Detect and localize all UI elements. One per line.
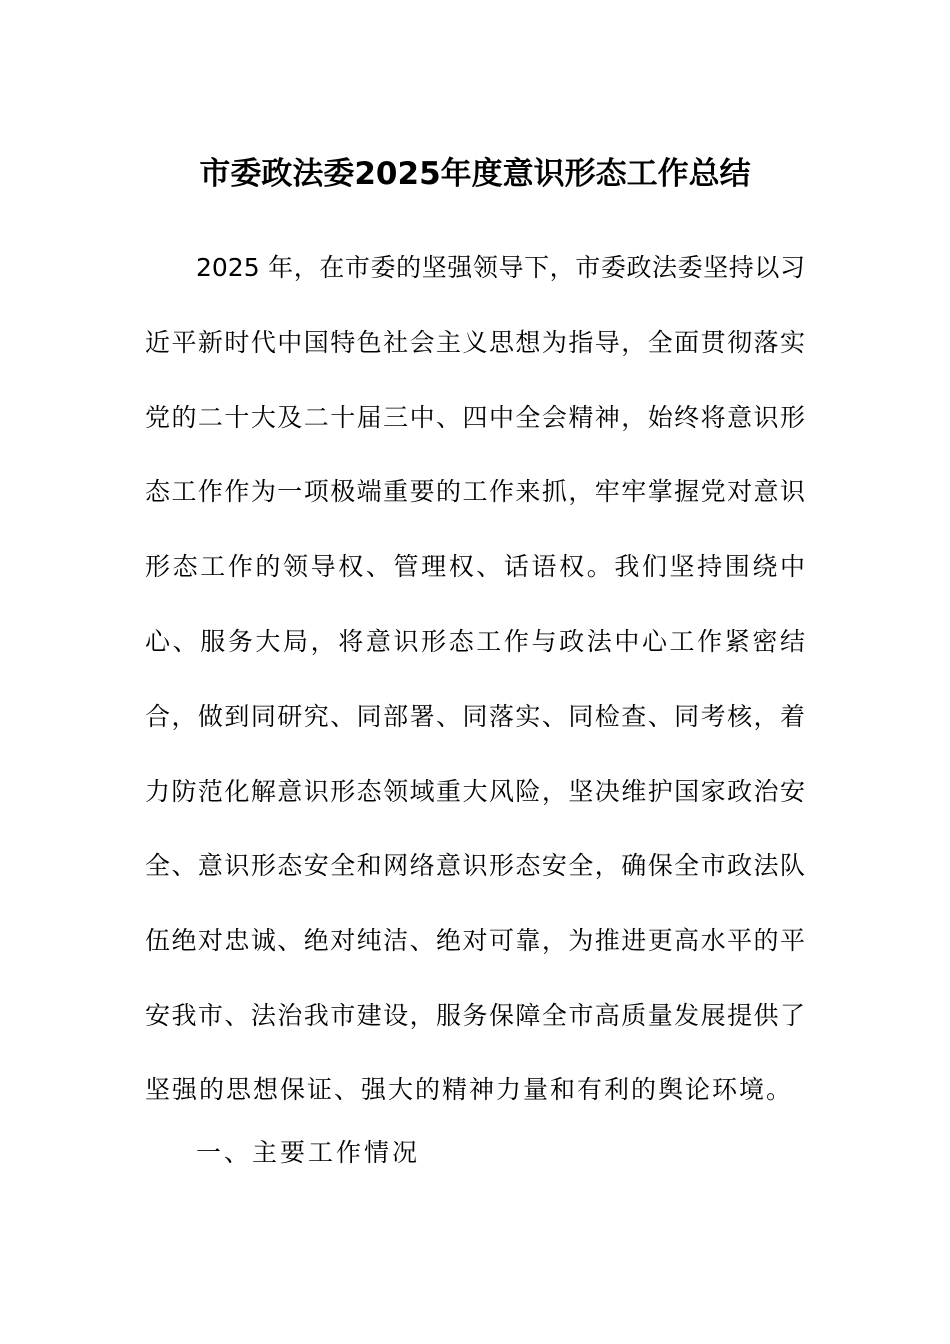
- paragraph-line: 态工作作为一项极端重要的工作来抓，牢牢掌握党对意识: [145, 477, 805, 506]
- paragraph-line: 坚强的思想保证、强大的精神力量和有利的舆论环境。: [145, 1075, 794, 1104]
- paragraph-line: 形态工作的领导权、管理权、话语权。我们坚持围绕中: [145, 552, 805, 581]
- paragraph-line: 2025 年，在市委的坚强领导下，市委政法委坚持以习: [196, 253, 805, 282]
- document-title: 市委政法委2025年度意识形态工作总结: [199, 156, 751, 192]
- paragraph-line: 力防范化解意识形态领域重大风险，坚决维护国家政治安: [145, 777, 805, 806]
- paragraph-line: 党的二十大及二十届三中、四中全会精神，始终将意识形: [145, 403, 805, 432]
- paragraph-line: 伍绝对忠诚、绝对纯洁、绝对可靠，为推进更高水平的平: [145, 926, 805, 955]
- paragraph-line: 近平新时代中国特色社会主义思想为指导，全面贯彻落实: [145, 328, 805, 357]
- section-heading: 一、主要工作情况: [196, 1138, 421, 1167]
- paragraph-line: 全、意识形态安全和网络意识形态安全，确保全市政法队: [145, 851, 805, 880]
- paragraph-line: 安我市、法治我市建设，服务保障全市高质量发展提供了: [145, 1001, 805, 1030]
- paragraph-line: 合，做到同研究、同部署、同落实、同检查、同考核，着: [145, 702, 805, 731]
- paragraph-line: 心、服务大局，将意识形态工作与政法中心工作紧密结: [145, 627, 805, 656]
